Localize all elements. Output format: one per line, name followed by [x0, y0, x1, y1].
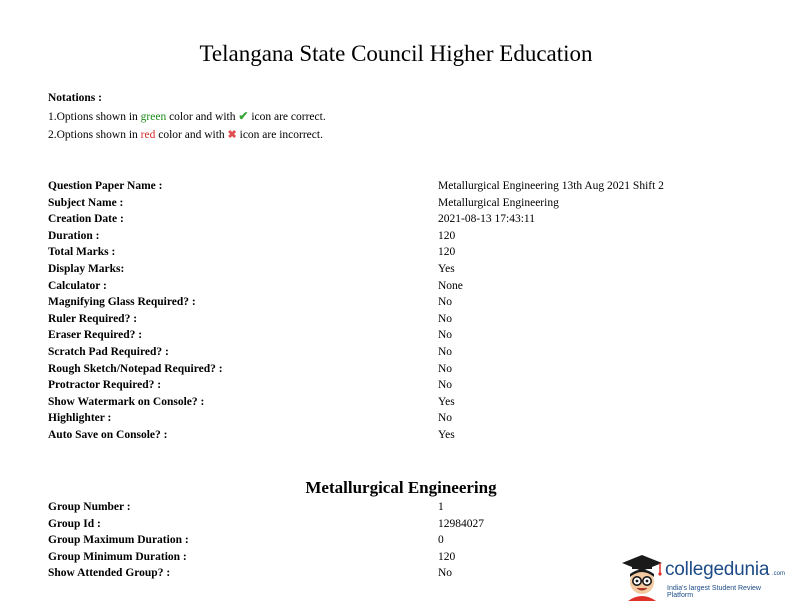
- detail-label: Total Marks :: [48, 246, 116, 259]
- detail-label: Ruler Required? :: [48, 312, 138, 325]
- group-label: Show Attended Group? :: [48, 567, 171, 580]
- detail-label: Creation Date :: [48, 213, 124, 226]
- detail-value: Yes: [438, 262, 455, 275]
- notation-text: color and with: [155, 129, 228, 141]
- detail-value: 120: [438, 229, 456, 242]
- logo-tld: .com: [772, 571, 786, 577]
- group-value: 0: [438, 534, 444, 547]
- detail-value: Yes: [438, 428, 455, 441]
- detail-value: 2021-08-13 17:43:11: [438, 213, 535, 226]
- detail-label: Rough Sketch/Notepad Required? :: [48, 362, 223, 375]
- notation-text: 1.Options shown in: [48, 111, 141, 123]
- notation-text: icon are incorrect.: [236, 129, 323, 141]
- detail-value: None: [438, 279, 463, 292]
- detail-value: Metallurgical Engineering: [438, 196, 559, 209]
- group-label: Group Minimum Duration :: [48, 550, 187, 563]
- detail-label: Magnifying Glass Required? :: [48, 296, 196, 309]
- group-value: No: [438, 567, 453, 580]
- notation-incorrect: [48, 126, 326, 144]
- check-icon: ✔: [238, 109, 249, 123]
- detail-label: Duration :: [48, 229, 100, 242]
- detail-label: Calculator :: [48, 279, 107, 292]
- notation-text: 2.Options shown in: [48, 129, 141, 141]
- page-title: Telangana State Council Higher Education: [199, 41, 593, 66]
- section-title: Metallurgical Engineering: [305, 478, 497, 497]
- notation-text: icon are correct.: [248, 111, 326, 123]
- detail-value: No: [438, 312, 453, 325]
- cross-icon: ✖: [227, 129, 237, 141]
- detail-label: Auto Save on Console? :: [48, 428, 168, 441]
- detail-value: No: [438, 362, 453, 375]
- detail-label: Highlighter :: [48, 412, 112, 425]
- group-label: Group Maximum Duration :: [48, 534, 189, 547]
- detail-label: Protractor Required? :: [48, 379, 162, 392]
- notation-text: color and with: [166, 111, 239, 123]
- detail-value: No: [438, 296, 453, 309]
- notations: [48, 89, 326, 144]
- detail-value: Yes: [438, 395, 455, 408]
- group-label: Group Id :: [48, 517, 101, 530]
- detail-value: No: [438, 379, 453, 392]
- detail-label: Display Marks:: [48, 262, 125, 275]
- group-value: 1: [438, 501, 444, 513]
- group-label: Group Number :: [48, 501, 131, 513]
- detail-label: Eraser Required? :: [48, 329, 143, 342]
- notations-heading: Notations :: [48, 92, 102, 104]
- detail-value: No: [438, 345, 453, 358]
- detail-value: 120: [438, 246, 456, 259]
- detail-value: Metallurgical Engineering 13th Aug 2021 Shift 2: [438, 180, 664, 192]
- logo-brand: collegedunia: [665, 559, 770, 580]
- detail-value: No: [438, 412, 453, 425]
- collegedunia-logo: [620, 553, 785, 601]
- logo-tagline: India's largest Student Review Platform: [667, 585, 761, 599]
- red-word: red: [140, 129, 156, 141]
- green-word: green: [140, 111, 167, 123]
- group-value: 120: [438, 550, 456, 563]
- detail-label: Subject Name :: [48, 196, 124, 209]
- detail-label: Question Paper Name :: [48, 180, 163, 192]
- detail-label: Show Watermark on Console? :: [48, 395, 205, 408]
- detail-value: No: [438, 329, 453, 342]
- mascot-icon: [620, 553, 664, 601]
- notation-correct: [48, 107, 326, 126]
- detail-label: Scratch Pad Required? :: [48, 345, 169, 358]
- group-value: 12984027: [438, 517, 484, 530]
